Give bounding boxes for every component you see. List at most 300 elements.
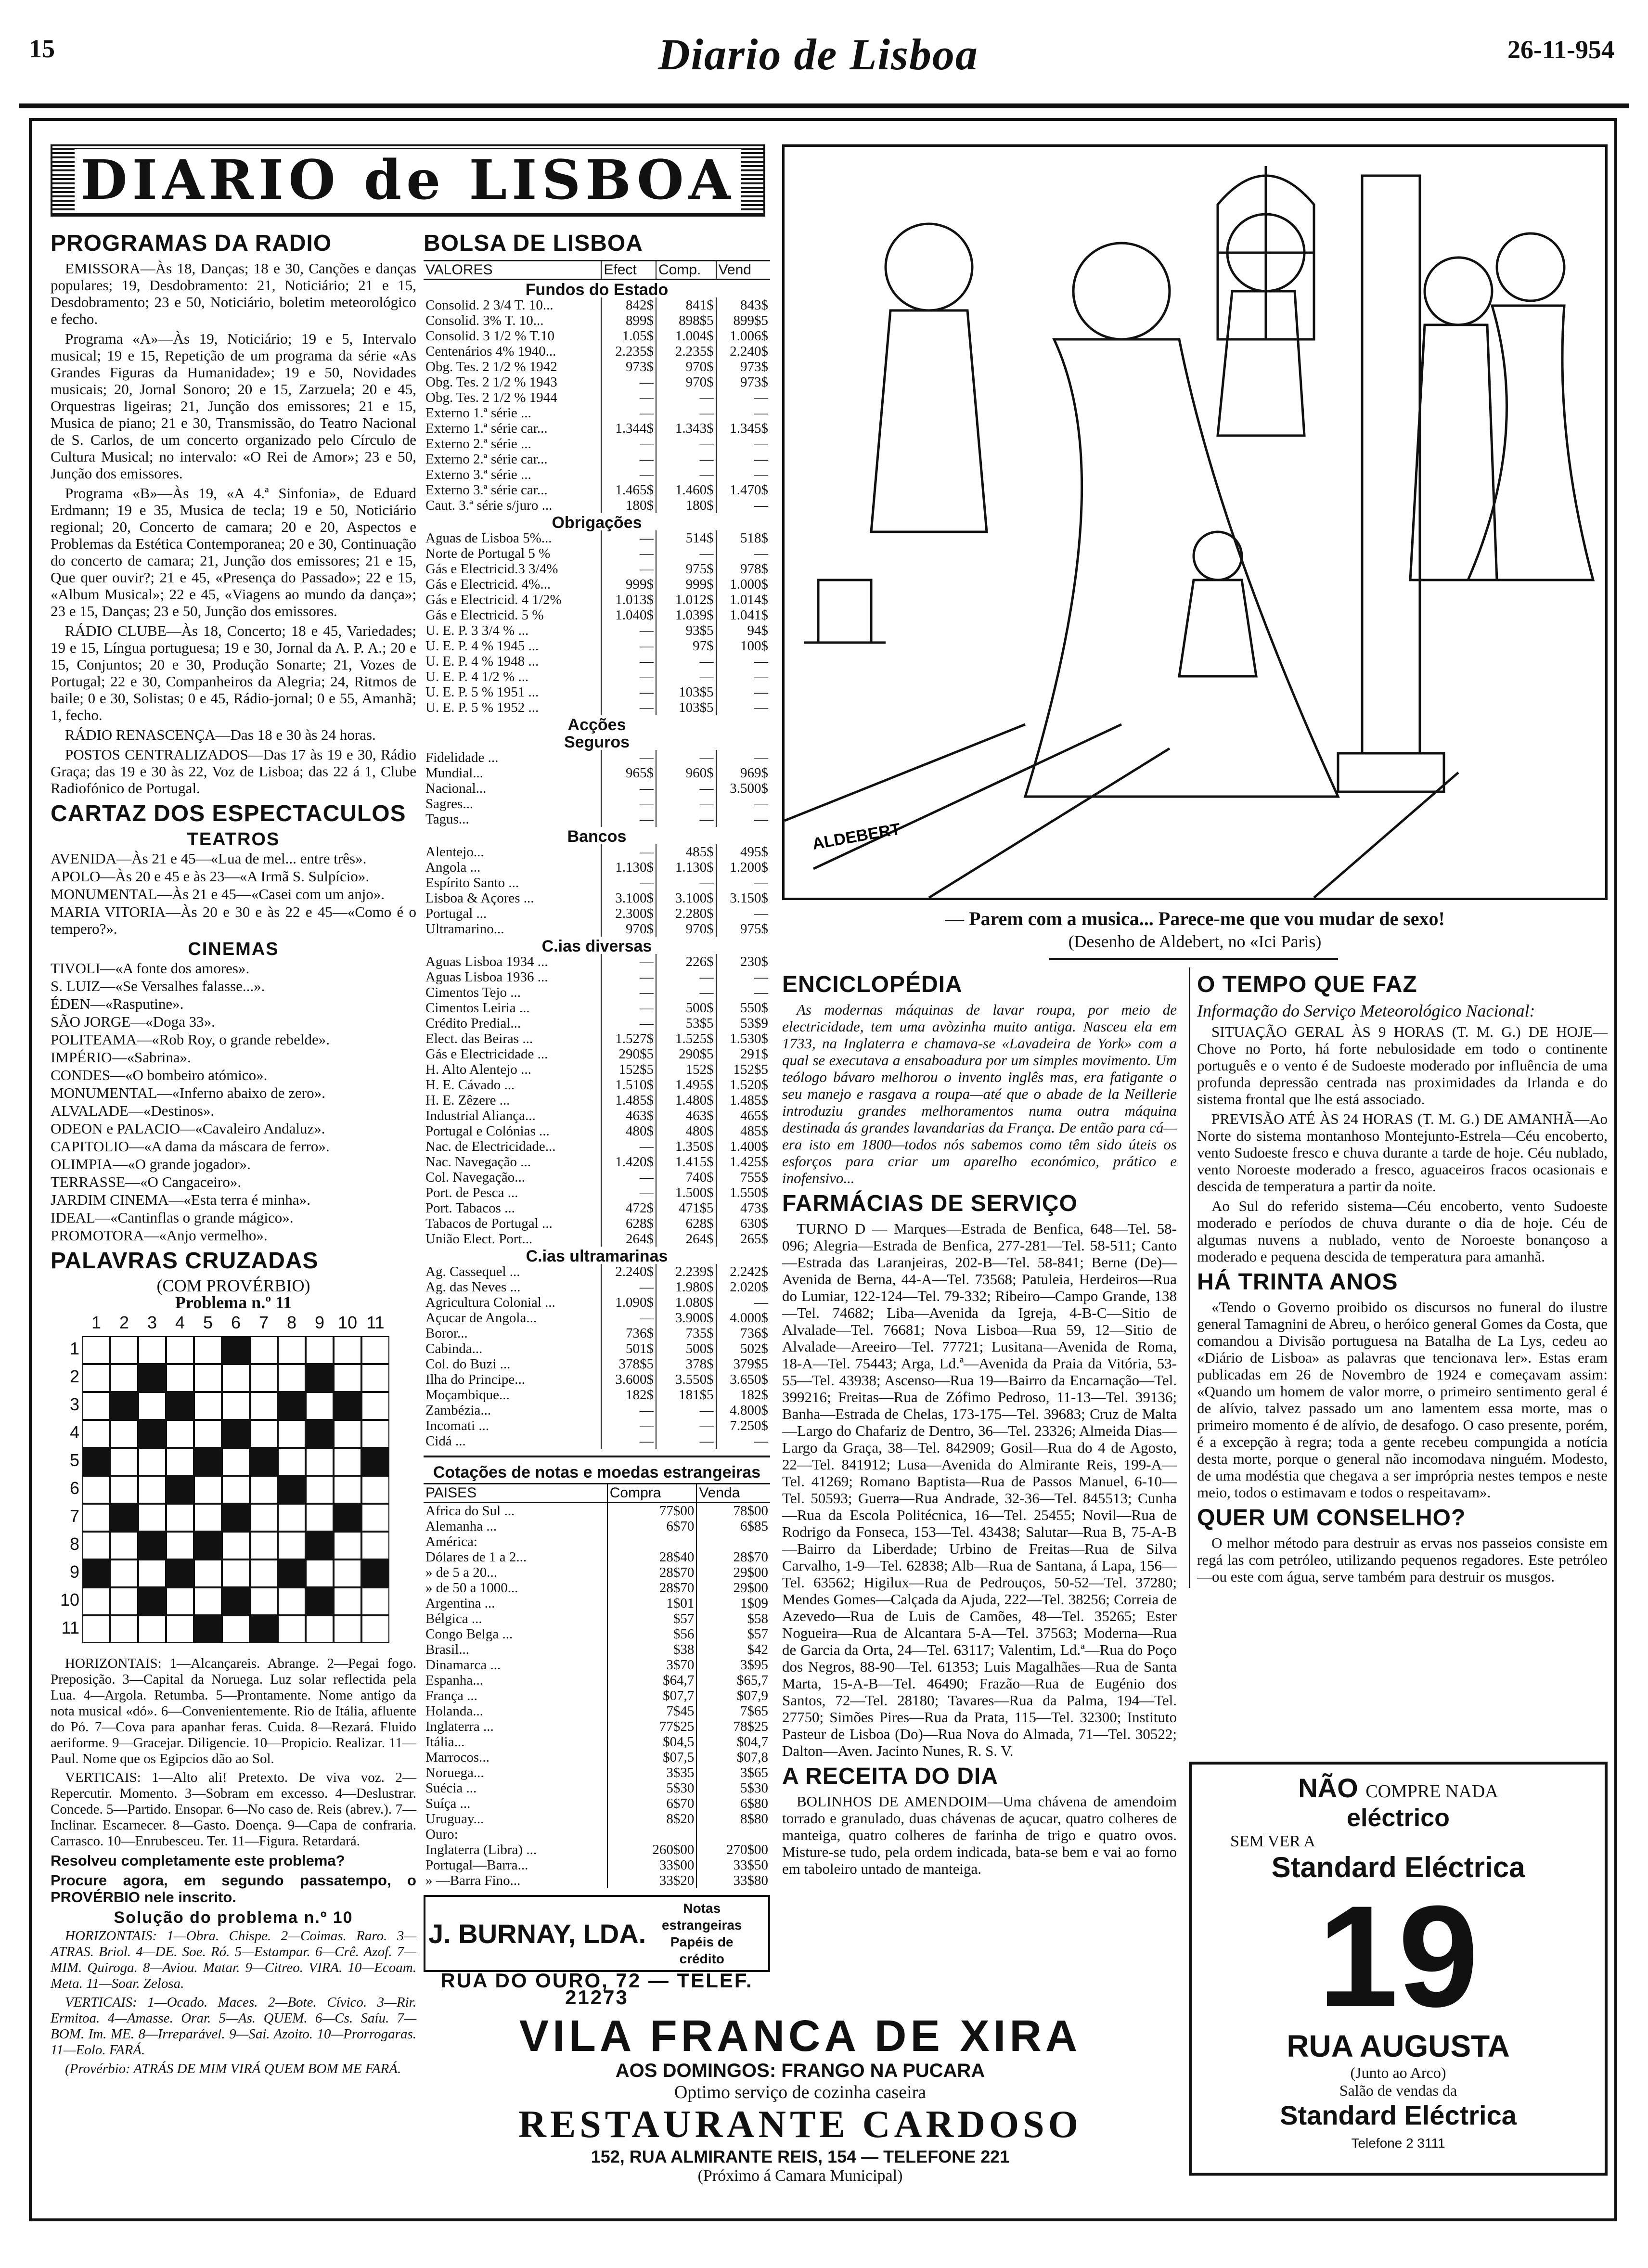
crossword-black-cell [334, 1392, 361, 1420]
cambios-header: Venda [696, 1484, 770, 1503]
table-cell: Ouro: [425, 1827, 458, 1842]
crossword-cell[interactable] [222, 1392, 250, 1420]
crossword-black-cell [306, 1420, 334, 1448]
crossword-black-cell [361, 1448, 389, 1476]
crossword-cell[interactable] [110, 1448, 138, 1476]
table-cell: — [716, 405, 770, 421]
crossword-cell[interactable] [250, 1504, 278, 1532]
table-cell: 28$40 [607, 1549, 697, 1565]
crossword-cell[interactable] [194, 1504, 222, 1532]
crossword-cell[interactable] [194, 1587, 222, 1615]
table-cell [696, 1827, 770, 1842]
table-cell: 965$ [601, 765, 656, 781]
table-cell: Boror... [425, 1326, 468, 1341]
page-number: 15 [29, 34, 55, 63]
table-row [424, 1811, 770, 1827]
table-cell: Congo Belga ... [425, 1626, 513, 1642]
table-cell: Moçambique... [425, 1387, 510, 1403]
crossword-cell[interactable] [334, 1559, 361, 1587]
table-cell: — [601, 750, 656, 765]
table-cell: 3.150$ [716, 890, 770, 906]
table-cell: 2.020$ [716, 1279, 770, 1295]
table-cell: 1.485$ [716, 1093, 770, 1108]
list-item: SÃO JORGE—«Doga 33». [51, 1013, 215, 1030]
crossword-cell[interactable] [306, 1476, 334, 1504]
crossword-cell[interactable] [138, 1476, 166, 1504]
crossword-black-cell [194, 1615, 222, 1643]
table-cell: 264$ [601, 1231, 656, 1247]
crossword-cell[interactable] [166, 1448, 194, 1476]
table-row [424, 654, 770, 669]
crossword-cell[interactable] [250, 1336, 278, 1364]
girl-head [1497, 233, 1564, 301]
crossword-black-cell [110, 1504, 138, 1532]
table-cell: 97$ [656, 638, 716, 654]
crossword-cell[interactable] [138, 1392, 166, 1420]
cambios-header: PAISES [424, 1484, 607, 1503]
table-cell: 182$ [716, 1387, 770, 1403]
table-cell: 1.400$ [716, 1139, 770, 1154]
table-row [424, 1000, 770, 1016]
list-item: TERRASSE—«O Cangaceiro». [51, 1173, 242, 1190]
crossword-cell[interactable] [138, 1336, 166, 1364]
table-cell: 973$ [716, 359, 770, 374]
table-cell: 899$ [601, 313, 656, 328]
table-cell: 1.415$ [656, 1154, 716, 1170]
table-cell: Aguas Lisboa 1934 ... [425, 954, 548, 969]
table-cell: 378$ [656, 1356, 716, 1372]
table-cell [607, 1827, 697, 1842]
table-row [424, 436, 770, 451]
crossword-row-number: 3 [69, 1394, 79, 1414]
crossword-cell[interactable] [278, 1587, 306, 1615]
table-cell: — [601, 781, 656, 796]
table-cell: Espírito Santo ... [425, 875, 519, 890]
table-row [424, 607, 770, 623]
conselho-text: O melhor método para destruir as ervas nos passeios consiste em regá las com petróleo, utilizando pequenos regadores. Este petróleo—ou este com água, serve também para destruir os musgos. [1197, 1534, 1608, 1585]
crossword-black-cell [250, 1448, 278, 1476]
table-cell: Nac. de Electricidade... [425, 1139, 556, 1154]
crossword-verticais: VERTICAIS: 1—Alto ali! Pretexto. De viva voz. 2—Repercutir. Momento. 3—Sobram em excesso. 4—Deslustrar. Concede. 5—Partido. Ensopar. 6—No caso de. Reis (abrev.). 7—Inclinar. Escarnecer. 8—Gasto. Doença. 9—Capa de confraria. Carrasco. 10—Enrubesceu. Ter. 11—Figura. Retardará. [51, 1770, 416, 1849]
cartoon-caption: — Parem com a musica... Parece-me que vou mudar de sexo! [945, 908, 1445, 929]
crossword-cell[interactable] [334, 1336, 361, 1364]
table-row [424, 684, 770, 700]
crossword-cell[interactable] [110, 1420, 138, 1448]
table-cell: Itália... [425, 1734, 465, 1750]
crossword-black-cell [166, 1392, 194, 1420]
crossword-cell[interactable] [278, 1504, 306, 1532]
table-cell: 6$70 [607, 1519, 697, 1534]
table-cell: 226$ [656, 954, 716, 969]
crossword-cell[interactable] [110, 1532, 138, 1559]
table-row [424, 1796, 770, 1811]
table-cell: 8$80 [696, 1811, 770, 1827]
list-item: PROMOTORA—«Anjo vermelho». [51, 1227, 268, 1244]
table-cell: — [716, 969, 770, 985]
table-cell: Zambézia... [425, 1403, 491, 1418]
crossword-cell[interactable] [194, 1364, 222, 1392]
crossword-col-number: 9 [314, 1313, 325, 1332]
crossword-black-cell [138, 1587, 166, 1615]
table-row [424, 765, 770, 781]
crossword-black-cell [278, 1392, 306, 1420]
table-cell: Port. de Pesca ... [425, 1185, 518, 1200]
table-cell: — [601, 390, 656, 405]
table-cell: — [601, 669, 656, 684]
table-cell: — [601, 1016, 656, 1031]
ad-salao: Salão de vendas da [1339, 2082, 1457, 2099]
table-cell: 514$ [656, 530, 716, 546]
table-cell: — [601, 1185, 656, 1200]
crossword-cell[interactable] [250, 1532, 278, 1559]
crossword-cell[interactable] [194, 1476, 222, 1504]
table-cell: 973$ [601, 359, 656, 374]
table-row [424, 1673, 770, 1688]
table-cell: 5$30 [696, 1780, 770, 1796]
list-item: MONUMENTAL—«Inferno abaixo de zero». [51, 1084, 325, 1101]
cartoon-drawing [785, 147, 1605, 898]
column-base [1338, 753, 1444, 792]
table-cell: — [716, 546, 770, 561]
crossword-cell[interactable] [222, 1559, 250, 1587]
crossword-cell[interactable] [82, 1336, 110, 1364]
crossword-cell[interactable] [222, 1476, 250, 1504]
table-cell: Sagres... [425, 796, 474, 812]
crossword-row-number: 4 [69, 1422, 79, 1442]
table-cell: 970$ [656, 374, 716, 390]
table-row [424, 921, 770, 937]
crossword-cell[interactable] [334, 1476, 361, 1504]
table-cell: Uruguay... [425, 1811, 484, 1827]
table-row [424, 1827, 770, 1842]
table-cell: — [656, 390, 716, 405]
table-row [424, 1626, 770, 1642]
crossword-black-cell [222, 1504, 250, 1532]
table-cell: 78$25 [696, 1719, 770, 1734]
crossword-cell[interactable] [166, 1364, 194, 1392]
table-cell: 736$ [601, 1326, 656, 1341]
table-cell: 628$ [656, 1216, 716, 1231]
table-cell: 463$ [601, 1108, 656, 1123]
vila-title: VILA FRANCA DE XIRA [519, 2011, 1082, 2061]
crossword-cell[interactable] [361, 1615, 389, 1643]
table-cell: $57 [607, 1611, 697, 1626]
crossword-cell[interactable] [361, 1420, 389, 1448]
table-cell: — [716, 700, 770, 715]
table-cell: 2.280$ [656, 906, 716, 921]
crossword-cell[interactable] [222, 1448, 250, 1476]
table-cell: 999$ [601, 577, 656, 592]
table-row [424, 1046, 770, 1062]
table-cell: Incomati ... [425, 1418, 489, 1433]
table-cell: 1.500$ [656, 1185, 716, 1200]
crossword-cell[interactable] [334, 1364, 361, 1392]
crossword-col-number: 1 [91, 1313, 102, 1332]
table-cell: Centenários 4% 1940... [425, 344, 556, 359]
crossword-cell[interactable] [361, 1532, 389, 1559]
table-cell: 1.014$ [716, 592, 770, 607]
table-cell: 230$ [716, 954, 770, 969]
table-row [424, 1596, 770, 1611]
table-cell: Col. do Buzi ... [425, 1356, 511, 1372]
table-row [424, 1279, 770, 1295]
bolsa-section [424, 733, 770, 750]
crossword-cell[interactable] [82, 1420, 110, 1448]
crossword-cell[interactable] [194, 1392, 222, 1420]
burnay-address: RUA DO OURO, 72 — TELEF. 21273 [440, 1969, 753, 2009]
crossword-cell[interactable] [361, 1392, 389, 1420]
bolsa-section [424, 715, 770, 733]
crossword-black-cell [361, 1559, 389, 1587]
crossword-cell[interactable] [278, 1420, 306, 1448]
table-cell: 264$ [656, 1231, 716, 1247]
table-cell: 2.300$ [601, 906, 656, 921]
crossword-cell[interactable] [334, 1420, 361, 1448]
table-cell: — [601, 1418, 656, 1433]
crossword-cell[interactable] [138, 1615, 166, 1643]
crossword-cell[interactable] [334, 1448, 361, 1476]
table-cell: 960$ [656, 765, 716, 781]
cinemas-title: CINEMAS [188, 939, 279, 959]
table-cell: $07,7 [607, 1688, 697, 1703]
crossword-cell[interactable] [138, 1504, 166, 1532]
table-cell: 3.600$ [601, 1372, 656, 1387]
crossword-cell[interactable] [166, 1587, 194, 1615]
table-cell: União Elect. Port... [425, 1231, 533, 1247]
column-left [51, 226, 416, 2080]
table-row [424, 498, 770, 513]
crossword-cell[interactable] [306, 1392, 334, 1420]
crossword-note1: Resolveu completamente este problema? [51, 1852, 345, 1869]
crossword-cell[interactable] [250, 1392, 278, 1420]
crossword-cell[interactable] [250, 1364, 278, 1392]
crossword-cell[interactable] [82, 1615, 110, 1643]
bolsa-header: Vend [716, 261, 770, 280]
table-cell: — [656, 812, 716, 827]
table-row [424, 906, 770, 921]
table-row [424, 1372, 770, 1387]
crossword-cell[interactable] [278, 1532, 306, 1559]
enciclopedia-title: ENCICLOPÉDIA [782, 972, 963, 997]
crossword-cell[interactable] [82, 1532, 110, 1559]
crossword-cell[interactable] [110, 1587, 138, 1615]
burnay-ad [424, 1895, 770, 1972]
table-cell: 1.000$ [716, 577, 770, 592]
table-row [424, 1387, 770, 1403]
table-row [424, 1433, 770, 1449]
table-cell: 28$70 [607, 1565, 697, 1580]
table-row [424, 623, 770, 638]
radio-p6: POSTOS CENTRALIZADOS—Das 17 às 19 e 30, Rádio Graça; das 19 e 30 às 22, Voz de Lisboa; das 22 á 1, Clube Radiofónico de Portugal. [51, 746, 416, 797]
table-cell: Externo 2.ª série car... [425, 451, 548, 467]
ad-nao: NÃO [1298, 1773, 1358, 1803]
table-row [424, 1341, 770, 1356]
crossword-cell[interactable] [222, 1615, 250, 1643]
crossword-cell[interactable] [110, 1336, 138, 1364]
crossword-cell[interactable] [194, 1420, 222, 1448]
groom-body [871, 310, 987, 532]
crossword-cell[interactable] [110, 1615, 138, 1643]
top-hat-shape [818, 580, 871, 643]
crossword-cell[interactable] [361, 1504, 389, 1532]
table-cell: Nac. Navegação ... [425, 1154, 531, 1170]
bolsa-section-name: Fundos do Estado [525, 281, 669, 299]
table-cell: $57 [696, 1626, 770, 1642]
crossword-cell[interactable] [361, 1476, 389, 1504]
table-row [424, 1185, 770, 1200]
bolsa-header: Efect [601, 261, 656, 280]
crossword-col-number: 5 [203, 1313, 213, 1332]
crossword-cell[interactable] [194, 1559, 222, 1587]
crossword-cell[interactable] [222, 1364, 250, 1392]
crossword-cell[interactable] [278, 1615, 306, 1643]
solution-v: VERTICAIS: 1—Ocado. Maces. 2—Bote. Cívico. 3—Rir. Ermitoa. 4—Amasse. Orar. 5—As. QUEM. 6—Cs. Saíu. 7—BOM. Im. ME. 8—Irreparável. 9—Sai. Azoito. 10—Prorrogaras. 11—Eolo. FARÁ. [51, 1995, 416, 2058]
table-cell: 500$ [656, 1341, 716, 1356]
crossword-cell[interactable] [250, 1476, 278, 1504]
table-cell: 29$00 [696, 1580, 770, 1596]
table-cell: — [601, 1310, 656, 1326]
crossword-cell[interactable] [222, 1532, 250, 1559]
crossword-cell[interactable] [110, 1559, 138, 1587]
table-row [424, 781, 770, 796]
crossword-black-cell [278, 1559, 306, 1587]
crossword-cell[interactable] [306, 1504, 334, 1532]
table-cell: — [656, 669, 716, 684]
banner-logo [51, 144, 765, 217]
table-cell: 3$65 [696, 1765, 770, 1780]
table-row [424, 1534, 770, 1549]
crossword-row-number: 1 [69, 1339, 79, 1358]
table-row [424, 328, 770, 344]
table-cell: Externo 3.ª série ... [425, 467, 531, 482]
crossword-cell[interactable] [166, 1532, 194, 1559]
table-cell: Cabinda... [425, 1341, 483, 1356]
table-cell: 1.041$ [716, 607, 770, 623]
crossword-cell[interactable] [82, 1392, 110, 1420]
crossword-cell[interactable] [278, 1336, 306, 1364]
crossword-cell[interactable] [306, 1336, 334, 1364]
crossword-cell[interactable] [82, 1476, 110, 1504]
table-row [424, 1093, 770, 1108]
table-row [424, 1549, 770, 1565]
table-cell: Obg. Tes. 2 1/2 % 1944 [425, 390, 557, 405]
ad-brand: Standard Eléctrica [1271, 1851, 1525, 1883]
table-row [424, 1703, 770, 1719]
table-row [424, 467, 770, 482]
crossword-cell[interactable] [138, 1559, 166, 1587]
table-row [424, 1873, 770, 1888]
table-row [424, 969, 770, 985]
table-cell: 3$95 [696, 1657, 770, 1673]
table-row [424, 1310, 770, 1326]
child-head [1194, 532, 1242, 580]
crossword-cell[interactable] [361, 1587, 389, 1615]
table-cell: Lisboa & Açores ... [425, 890, 534, 906]
crossword-cell[interactable] [361, 1336, 389, 1364]
crossword-cell[interactable] [306, 1615, 334, 1643]
table-cell: 975$ [716, 921, 770, 937]
crossword-cell[interactable] [306, 1559, 334, 1587]
crossword-cell[interactable] [166, 1336, 194, 1364]
vila-near: (Próximo á Camara Municipal) [697, 2167, 903, 2185]
table-cell: 103$5 [656, 684, 716, 700]
crossword-cell[interactable] [166, 1615, 194, 1643]
crossword-row-number: 9 [69, 1562, 79, 1582]
crossword-cell[interactable] [82, 1587, 110, 1615]
crossword-cell[interactable] [278, 1364, 306, 1392]
table-row [424, 1734, 770, 1750]
header-rule [19, 103, 1629, 108]
crossword-black-cell [166, 1559, 194, 1587]
crossword-cell[interactable] [250, 1559, 278, 1587]
table-cell: 3.100$ [656, 890, 716, 906]
trinta-title: HÁ TRINTA ANOS [1197, 1269, 1398, 1295]
table-cell: — [716, 684, 770, 700]
table-cell: Gás e Electricid. 4%... [425, 577, 551, 592]
table-cell: — [716, 796, 770, 812]
table-cell: — [656, 467, 716, 482]
table-row [424, 344, 770, 359]
crossword-cell[interactable] [138, 1448, 166, 1476]
table-cell: 495$ [716, 844, 770, 860]
table-row [424, 482, 770, 498]
crossword-cell[interactable] [334, 1587, 361, 1615]
cambios-table [424, 1483, 770, 1888]
table-cell: 970$ [656, 921, 716, 937]
table-cell: Noruega... [425, 1765, 484, 1780]
crossword-cell[interactable] [110, 1364, 138, 1392]
crossword-cell[interactable] [194, 1336, 222, 1364]
crossword-cell[interactable] [278, 1448, 306, 1476]
table-row [424, 985, 770, 1000]
crossword-cell[interactable] [250, 1420, 278, 1448]
crossword-cell[interactable] [82, 1504, 110, 1532]
list-item: MONUMENTAL—Às 21 e 45—«Casei com um anjo». [51, 886, 385, 902]
table-cell: 6$85 [696, 1519, 770, 1534]
receita-text: BOLINHOS DE AMENDOIM—Uma chávena de amendoim torrado e granulado, duas chávenas de açucar, quatro colheres de manteiga, quatro colheres de farinha de trigo e quatro ovos. Misture-se tudo, pela ordem indicada, bata-se bem e vai ao forno em taboleiro untado de manteiga. [782, 1793, 1177, 1877]
table-cell: H. E. Zêzere ... [425, 1093, 510, 1108]
crossword-cell[interactable] [110, 1476, 138, 1504]
crossword-cell[interactable] [306, 1448, 334, 1476]
table-row [424, 1403, 770, 1418]
table-cell: 53$9 [716, 1016, 770, 1031]
crossword-cell[interactable] [82, 1364, 110, 1392]
table-row [424, 1200, 770, 1216]
crossword-cell[interactable] [334, 1532, 361, 1559]
table-cell: 152$5 [716, 1062, 770, 1077]
table-cell: Espanha... [425, 1673, 483, 1688]
crossword-cell[interactable] [166, 1420, 194, 1448]
table-cell: — [716, 906, 770, 921]
table-cell: Caut. 3.ª série s/juro ... [425, 498, 553, 513]
table-cell: 970$ [656, 359, 716, 374]
table-cell: 78$00 [696, 1503, 770, 1519]
table-row [424, 1031, 770, 1046]
table-cell: Ultramarino... [425, 921, 504, 937]
crossword-cell[interactable] [361, 1364, 389, 1392]
table-row [424, 1170, 770, 1185]
crossword-cell[interactable] [334, 1615, 361, 1643]
crossword-cell[interactable] [250, 1587, 278, 1615]
table-cell: 1$01 [607, 1596, 697, 1611]
radio-p1: EMISSORA—Às 18, Danças; 18 e 30, Canções e danças populares; 19, Desdobramento: 21, Noticiário; 21 e 15, Desdobramento; 23 e 50, Noticiário, boletim meteorológico e fecho. [51, 260, 416, 327]
table-row [424, 1264, 770, 1279]
table-cell: $04,5 [607, 1734, 697, 1750]
table-cell: — [656, 875, 716, 890]
table-cell: 1.980$ [656, 1279, 716, 1295]
crossword-cell[interactable] [166, 1504, 194, 1532]
table-cell: — [601, 436, 656, 451]
